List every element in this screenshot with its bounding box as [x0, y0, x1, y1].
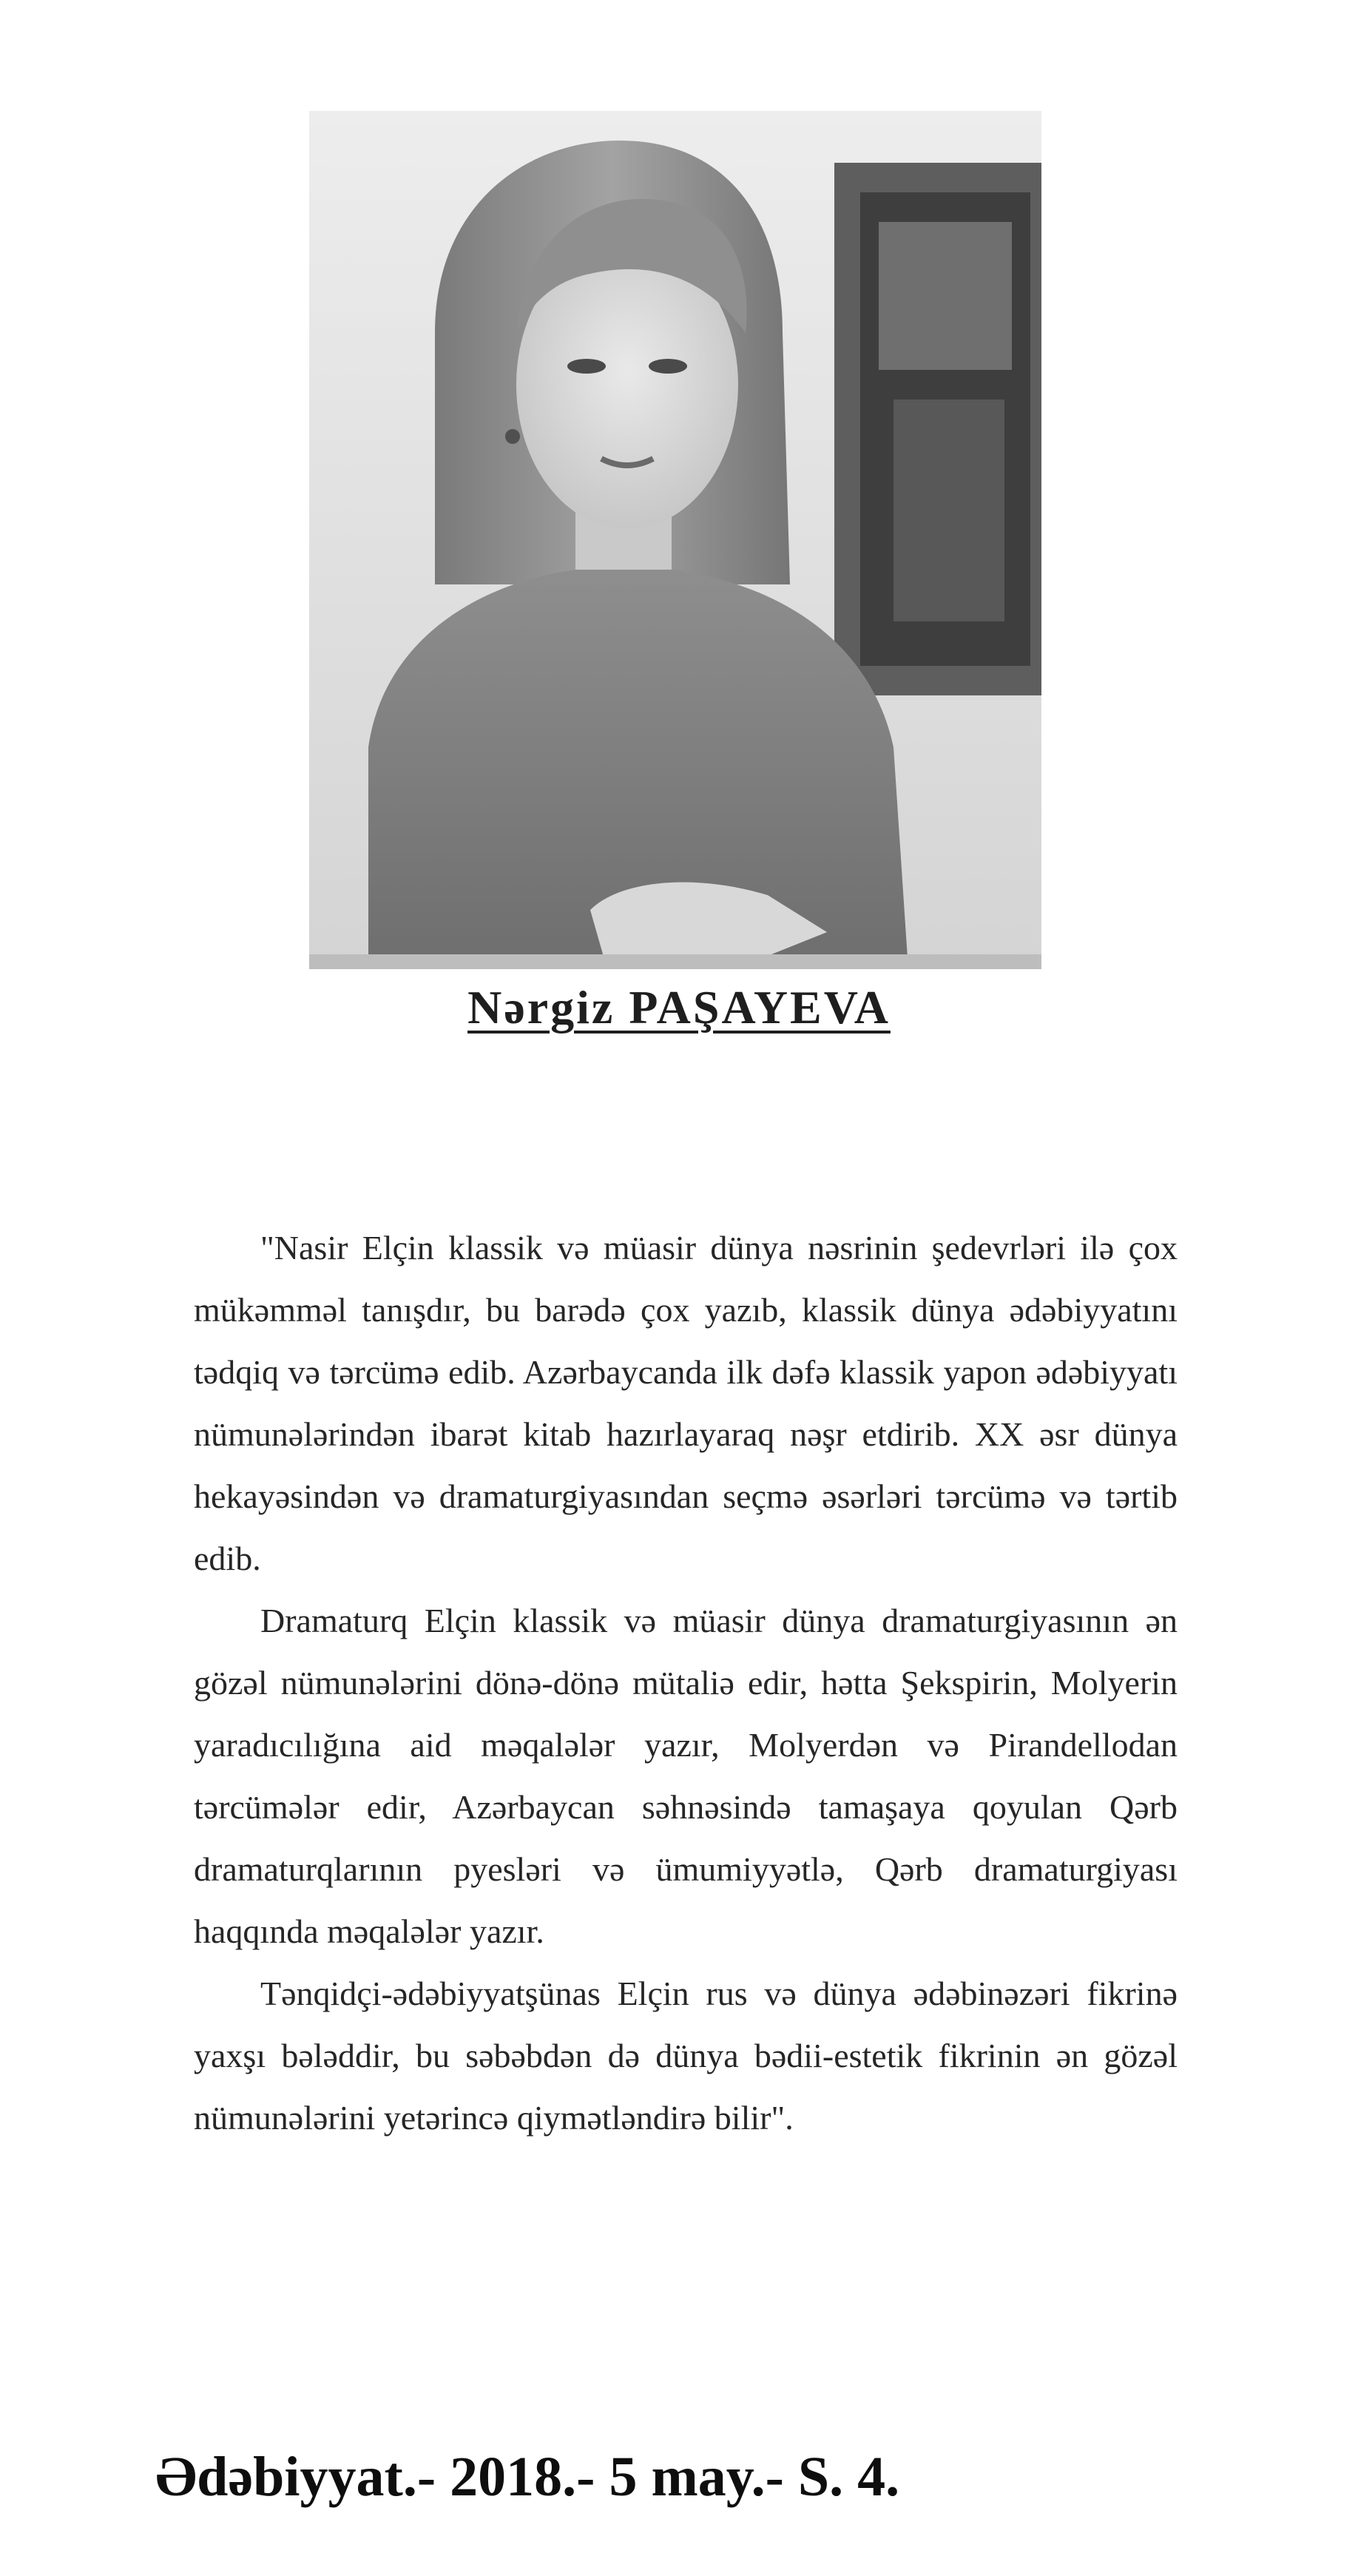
source-citation: Ədəbiyyat.- 2018.- 5 may.- S. 4. — [155, 2446, 900, 2508]
author-name: Nərgiz PAŞAYEVA — [467, 981, 891, 1034]
portrait-photo — [309, 111, 1041, 969]
quote-paragraph-1: "Nasir Elçin klassik və müasir dünya nəsrinin şedevrləri ilə çox mükəmməl tanışdır, bu barədə çox yazıb, klassik dünya ədəbiyyatını tədqiq və tərcümə edib. Azərbaycanda ilk dəfə klassik yapon ədəbiyyatı nümunələrindən ibarət kitab hazırlayaraq nəşr etdirib. XX əsr dünya hekayəsindən və dramaturgiyasından seçmə əsərləri tərcümə və tərtib edib. — [194, 1229, 1178, 1577]
quote-article — [194, 1217, 1178, 2149]
quote-paragraph-3: Tənqidçi-ədəbiyyatşünas Elçin rus və dünya ədəbinəzəri fikrinə yaxşı bələddir, bu səbəbdən də dünya bədii-estetik fikrinin ən gözəl nümunələrini yetərincə qiymətləndirə bilir". — [194, 1975, 1178, 2137]
portrait-illustration — [309, 111, 1041, 969]
quote-paragraph-2: Dramaturq Elçin klassik və müasir dünya dramaturgiyasının ən gözəl nümunələrini dönə-dönə mütaliə edir, hətta Şekspirin, Molyerin yaradıcılığına aid məqalələr yazır, Molyerdən və Pirandellodan tərcümələr edir, Azərbaycan səhnəsində tamaşaya qoyulan Qərb dramaturqlarının pyesləri və ümumiyyətlə, Qərb dramaturgiyası haqqında məqalələr yazır. — [194, 1602, 1178, 1950]
